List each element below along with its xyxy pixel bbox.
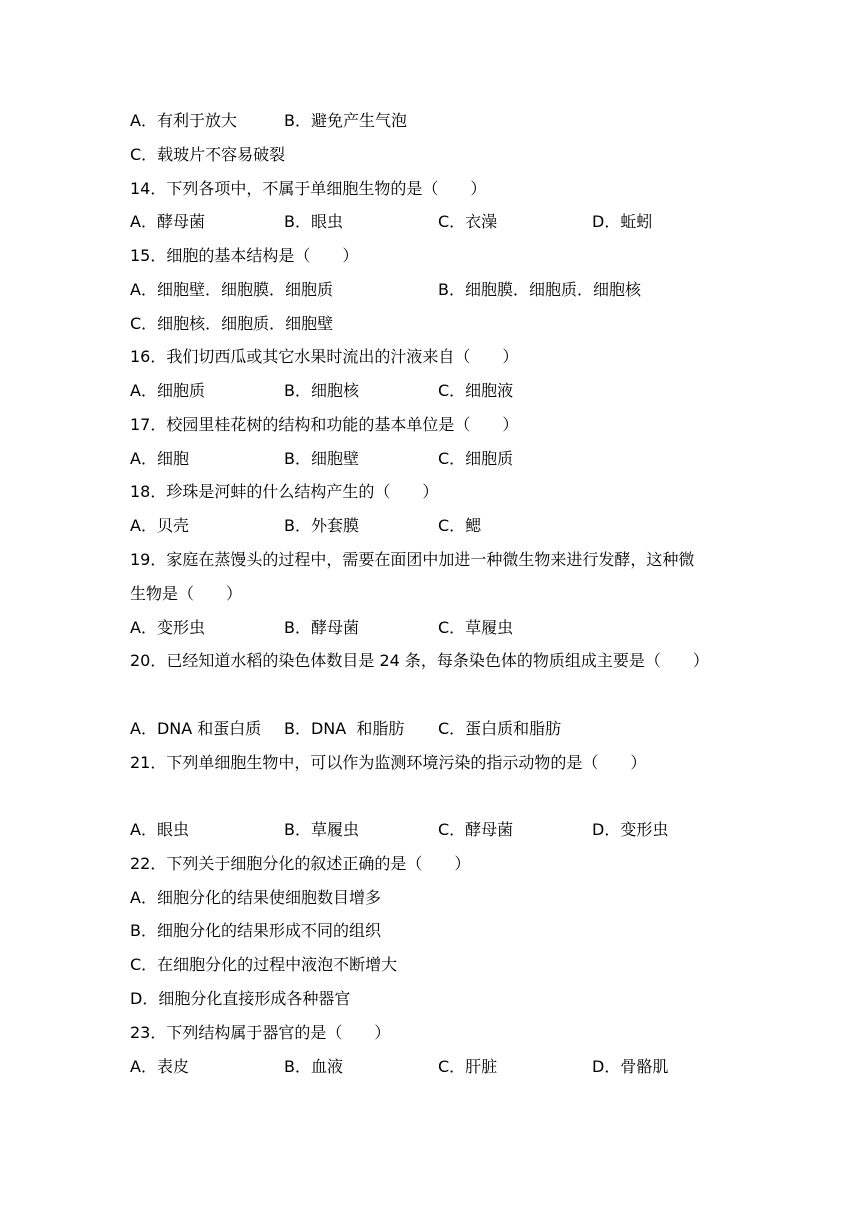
answer-option: C．肝脏 — [438, 1057, 498, 1076]
answer-option: D．蚯蚓 — [592, 212, 653, 231]
answer-option: C．鳃 — [438, 516, 482, 535]
answer-option: B．细胞膜．细胞质．细胞核 — [438, 280, 641, 299]
answer-option: B．细胞核 — [284, 381, 359, 400]
text-line: 22．下列关于细胞分化的叙述正确的是（ ） — [130, 854, 471, 873]
text-line: C．在细胞分化的过程中液泡不断增大 — [130, 955, 398, 974]
text-line: 21．下列单细胞生物中，可以作为监测环境污染的指示动物的是（ ） — [130, 753, 647, 772]
text-line: 20．已经知道水稻的染色体数目是 24 条，每条染色体的物质组成主要是（ ） — [130, 651, 709, 670]
text-line: 生物是（ ） — [130, 584, 243, 603]
text-line: 14．下列各项中，不属于单细胞生物的是（ ） — [130, 179, 487, 198]
answer-option: B．血液 — [284, 1057, 343, 1076]
answer-option: A．细胞 — [130, 449, 189, 468]
answer-option: D．骨骼肌 — [592, 1057, 669, 1076]
text-line: 17．校园里桂花树的结构和功能的基本单位是（ ） — [130, 415, 519, 434]
text-line: 19．家庭在蒸馒头的过程中，需要在面团中加进一种微生物来进行发酵，这种微 — [130, 550, 695, 569]
answer-option: B．外套膜 — [284, 516, 359, 535]
text-line: C．载玻片不容易破裂 — [130, 145, 286, 164]
answer-option: A．贝壳 — [130, 516, 189, 535]
answer-option: A．眼虫 — [130, 820, 189, 839]
text-line: 15．细胞的基本结构是（ ） — [130, 246, 359, 265]
text-line: B．细胞分化的结果形成不同的组织 — [130, 921, 381, 940]
text-line: 16．我们切西瓜或其它水果时流出的汁液来自（ ） — [130, 347, 519, 366]
text-line: 23．下列结构属于器官的是（ ） — [130, 1023, 391, 1042]
answer-option: C．细胞质 — [438, 449, 514, 468]
answer-option: B．眼虫 — [284, 212, 343, 231]
answer-option: A．表皮 — [130, 1057, 189, 1076]
answer-option: A．细胞质 — [130, 381, 205, 400]
text-line: D．细胞分化直接形成各种器官 — [130, 989, 351, 1008]
answer-option: C．草履虫 — [438, 618, 514, 637]
answer-option: B．草履虫 — [284, 820, 359, 839]
answer-option: C．衣澡 — [438, 212, 498, 231]
answer-option: A．细胞壁．细胞膜．细胞质 — [130, 280, 333, 299]
answer-option: A．DNA 和蛋白质 — [130, 719, 262, 738]
answer-option: C．细胞液 — [438, 381, 514, 400]
text-line: A．细胞分化的结果使细胞数目增多 — [130, 888, 381, 907]
answer-option: D．变形虫 — [592, 820, 669, 839]
answer-option: A．变形虫 — [130, 618, 205, 637]
answer-option: B．DNA 和脂肪 — [284, 719, 405, 738]
answer-option: A．酵母菌 — [130, 212, 205, 231]
answer-option: B．避免产生气泡 — [284, 111, 407, 130]
answer-option: B．细胞壁 — [284, 449, 359, 468]
answer-option: C．酵母菌 — [438, 820, 514, 839]
answer-option: C．蛋白质和脂肪 — [438, 719, 562, 738]
text-line: 18．珍珠是河蚌的什么结构产生的（ ） — [130, 482, 439, 501]
answer-option: B．酵母菌 — [284, 618, 359, 637]
answer-option: A．有利于放大 — [130, 111, 237, 130]
text-line: C．细胞核．细胞质．细胞壁 — [130, 314, 334, 333]
